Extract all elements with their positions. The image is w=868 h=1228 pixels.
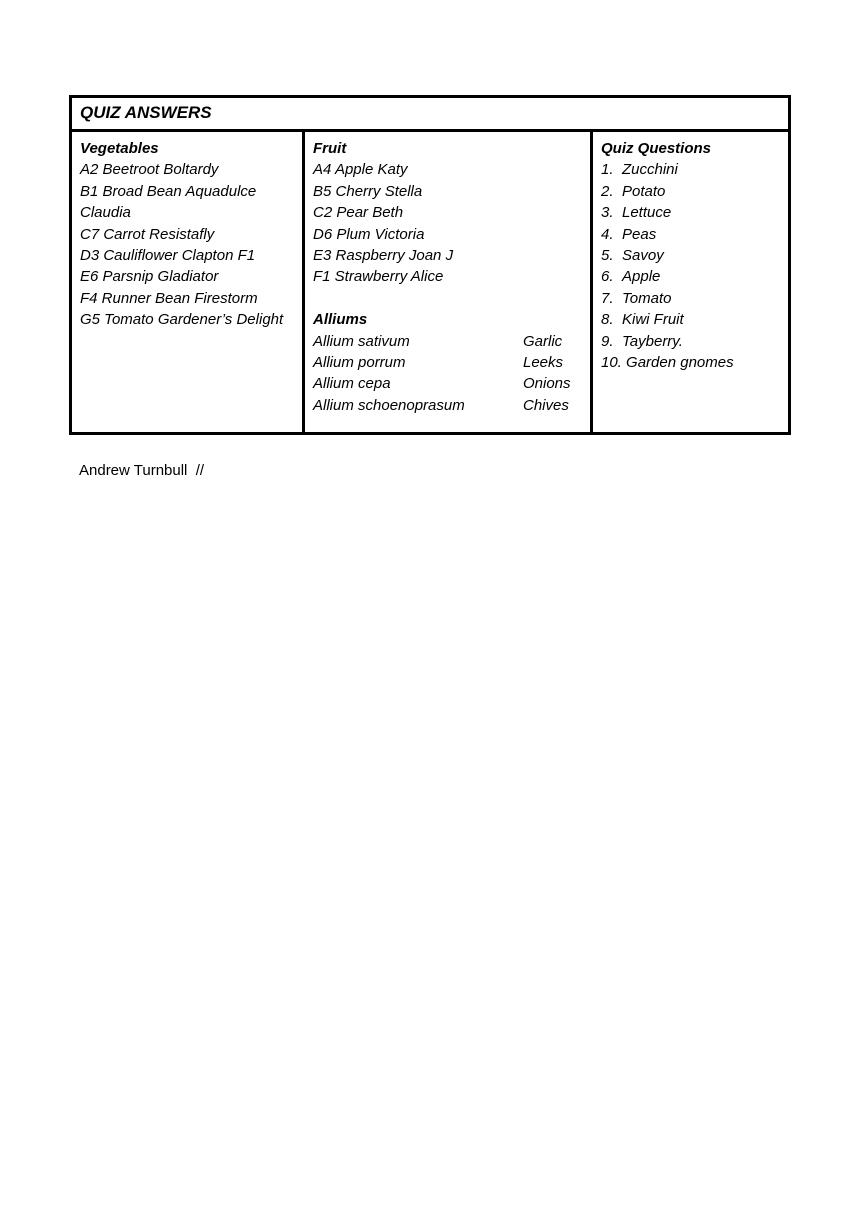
vegetables-column bbox=[72, 132, 305, 432]
question-answer: Tayberry. bbox=[622, 332, 683, 350]
allium-row bbox=[313, 395, 582, 416]
vegetable-item: F4 Runner Bean Firestorm bbox=[80, 289, 258, 307]
table-title: QUIZ ANSWERS bbox=[80, 103, 212, 122]
vegetable-item: E6 Parsnip Gladiator bbox=[80, 268, 219, 286]
question-number: 2. bbox=[601, 182, 614, 200]
allium-latin: Allium schoenoprasum bbox=[313, 396, 465, 414]
question-answer: Lettuce bbox=[622, 204, 672, 222]
question-number: 5. bbox=[601, 247, 614, 265]
fruit-item: E3 Raspberry Joan J bbox=[313, 247, 454, 265]
quiz-question-item bbox=[601, 245, 780, 266]
quiz-questions-heading: Quiz Questions bbox=[601, 140, 712, 157]
spacer bbox=[313, 288, 582, 309]
question-answer: Zucchini bbox=[622, 161, 678, 179]
fruit-item: C2 Pear Beth bbox=[313, 204, 404, 222]
question-number: 7. bbox=[601, 289, 614, 307]
alliums-heading: Alliums bbox=[313, 311, 368, 329]
question-number: 8. bbox=[601, 311, 614, 329]
question-answer: Savoy bbox=[622, 247, 664, 265]
fruit-item: D6 Plum Victoria bbox=[313, 225, 425, 243]
quiz-question-item bbox=[601, 159, 780, 180]
fruit-item: F1 Strawberry Alice bbox=[313, 268, 444, 286]
quiz-question-item bbox=[601, 202, 780, 223]
question-answer: Garden gnomes bbox=[626, 354, 734, 372]
question-answer: Apple bbox=[622, 268, 661, 286]
question-number: 4. bbox=[601, 225, 614, 243]
question-number: 1. bbox=[601, 161, 614, 179]
vegetable-item: D3 Cauliflower Clapton F1 bbox=[80, 247, 256, 265]
quiz-question-item bbox=[601, 181, 780, 202]
vegetables-heading: Vegetables bbox=[80, 140, 159, 157]
quiz-questions-column bbox=[593, 132, 788, 432]
allium-latin: Allium porrum bbox=[313, 354, 406, 372]
question-number: 9. bbox=[601, 332, 614, 350]
vegetable-item: A2 Beetroot Boltardy bbox=[80, 161, 219, 179]
quiz-question-item bbox=[601, 266, 780, 287]
vegetable-item: B1 Broad Bean Aquadulce bbox=[80, 182, 257, 200]
allium-common: Onions bbox=[523, 375, 571, 393]
vegetable-item: C7 Carrot Resistafly bbox=[80, 225, 215, 243]
fruit-column bbox=[305, 132, 593, 432]
fruit-heading: Fruit bbox=[313, 140, 347, 157]
allium-common: Garlic bbox=[523, 332, 563, 350]
quiz-question-item bbox=[601, 288, 780, 309]
question-answer: Peas bbox=[622, 225, 657, 243]
question-number: 3. bbox=[601, 204, 614, 222]
quiz-question-item bbox=[601, 224, 780, 245]
vegetable-item: G5 Tomato Gardener’s Delight bbox=[80, 311, 284, 329]
allium-common: Leeks bbox=[523, 354, 564, 372]
vegetable-item: Claudia bbox=[80, 204, 131, 222]
question-number: 6. bbox=[601, 268, 614, 286]
question-number: 10. bbox=[601, 354, 622, 372]
allium-row bbox=[313, 373, 582, 394]
question-answer: Kiwi Fruit bbox=[622, 311, 684, 329]
quiz-question-item bbox=[601, 352, 780, 373]
author-credit: Andrew Turnbull // bbox=[79, 462, 205, 479]
allium-common: Chives bbox=[523, 396, 569, 414]
allium-row bbox=[313, 331, 582, 352]
quiz-answers-table bbox=[69, 95, 791, 435]
title-row bbox=[72, 98, 788, 132]
quiz-question-item bbox=[601, 331, 780, 352]
allium-latin: Allium sativum bbox=[313, 332, 410, 350]
allium-latin: Allium cepa bbox=[313, 375, 391, 393]
question-answer: Tomato bbox=[622, 289, 672, 307]
fruit-item: B5 Cherry Stella bbox=[313, 182, 423, 200]
fruit-item: A4 Apple Katy bbox=[313, 161, 408, 179]
allium-row bbox=[313, 352, 582, 373]
question-answer: Potato bbox=[622, 182, 666, 200]
quiz-question-item bbox=[601, 309, 780, 330]
